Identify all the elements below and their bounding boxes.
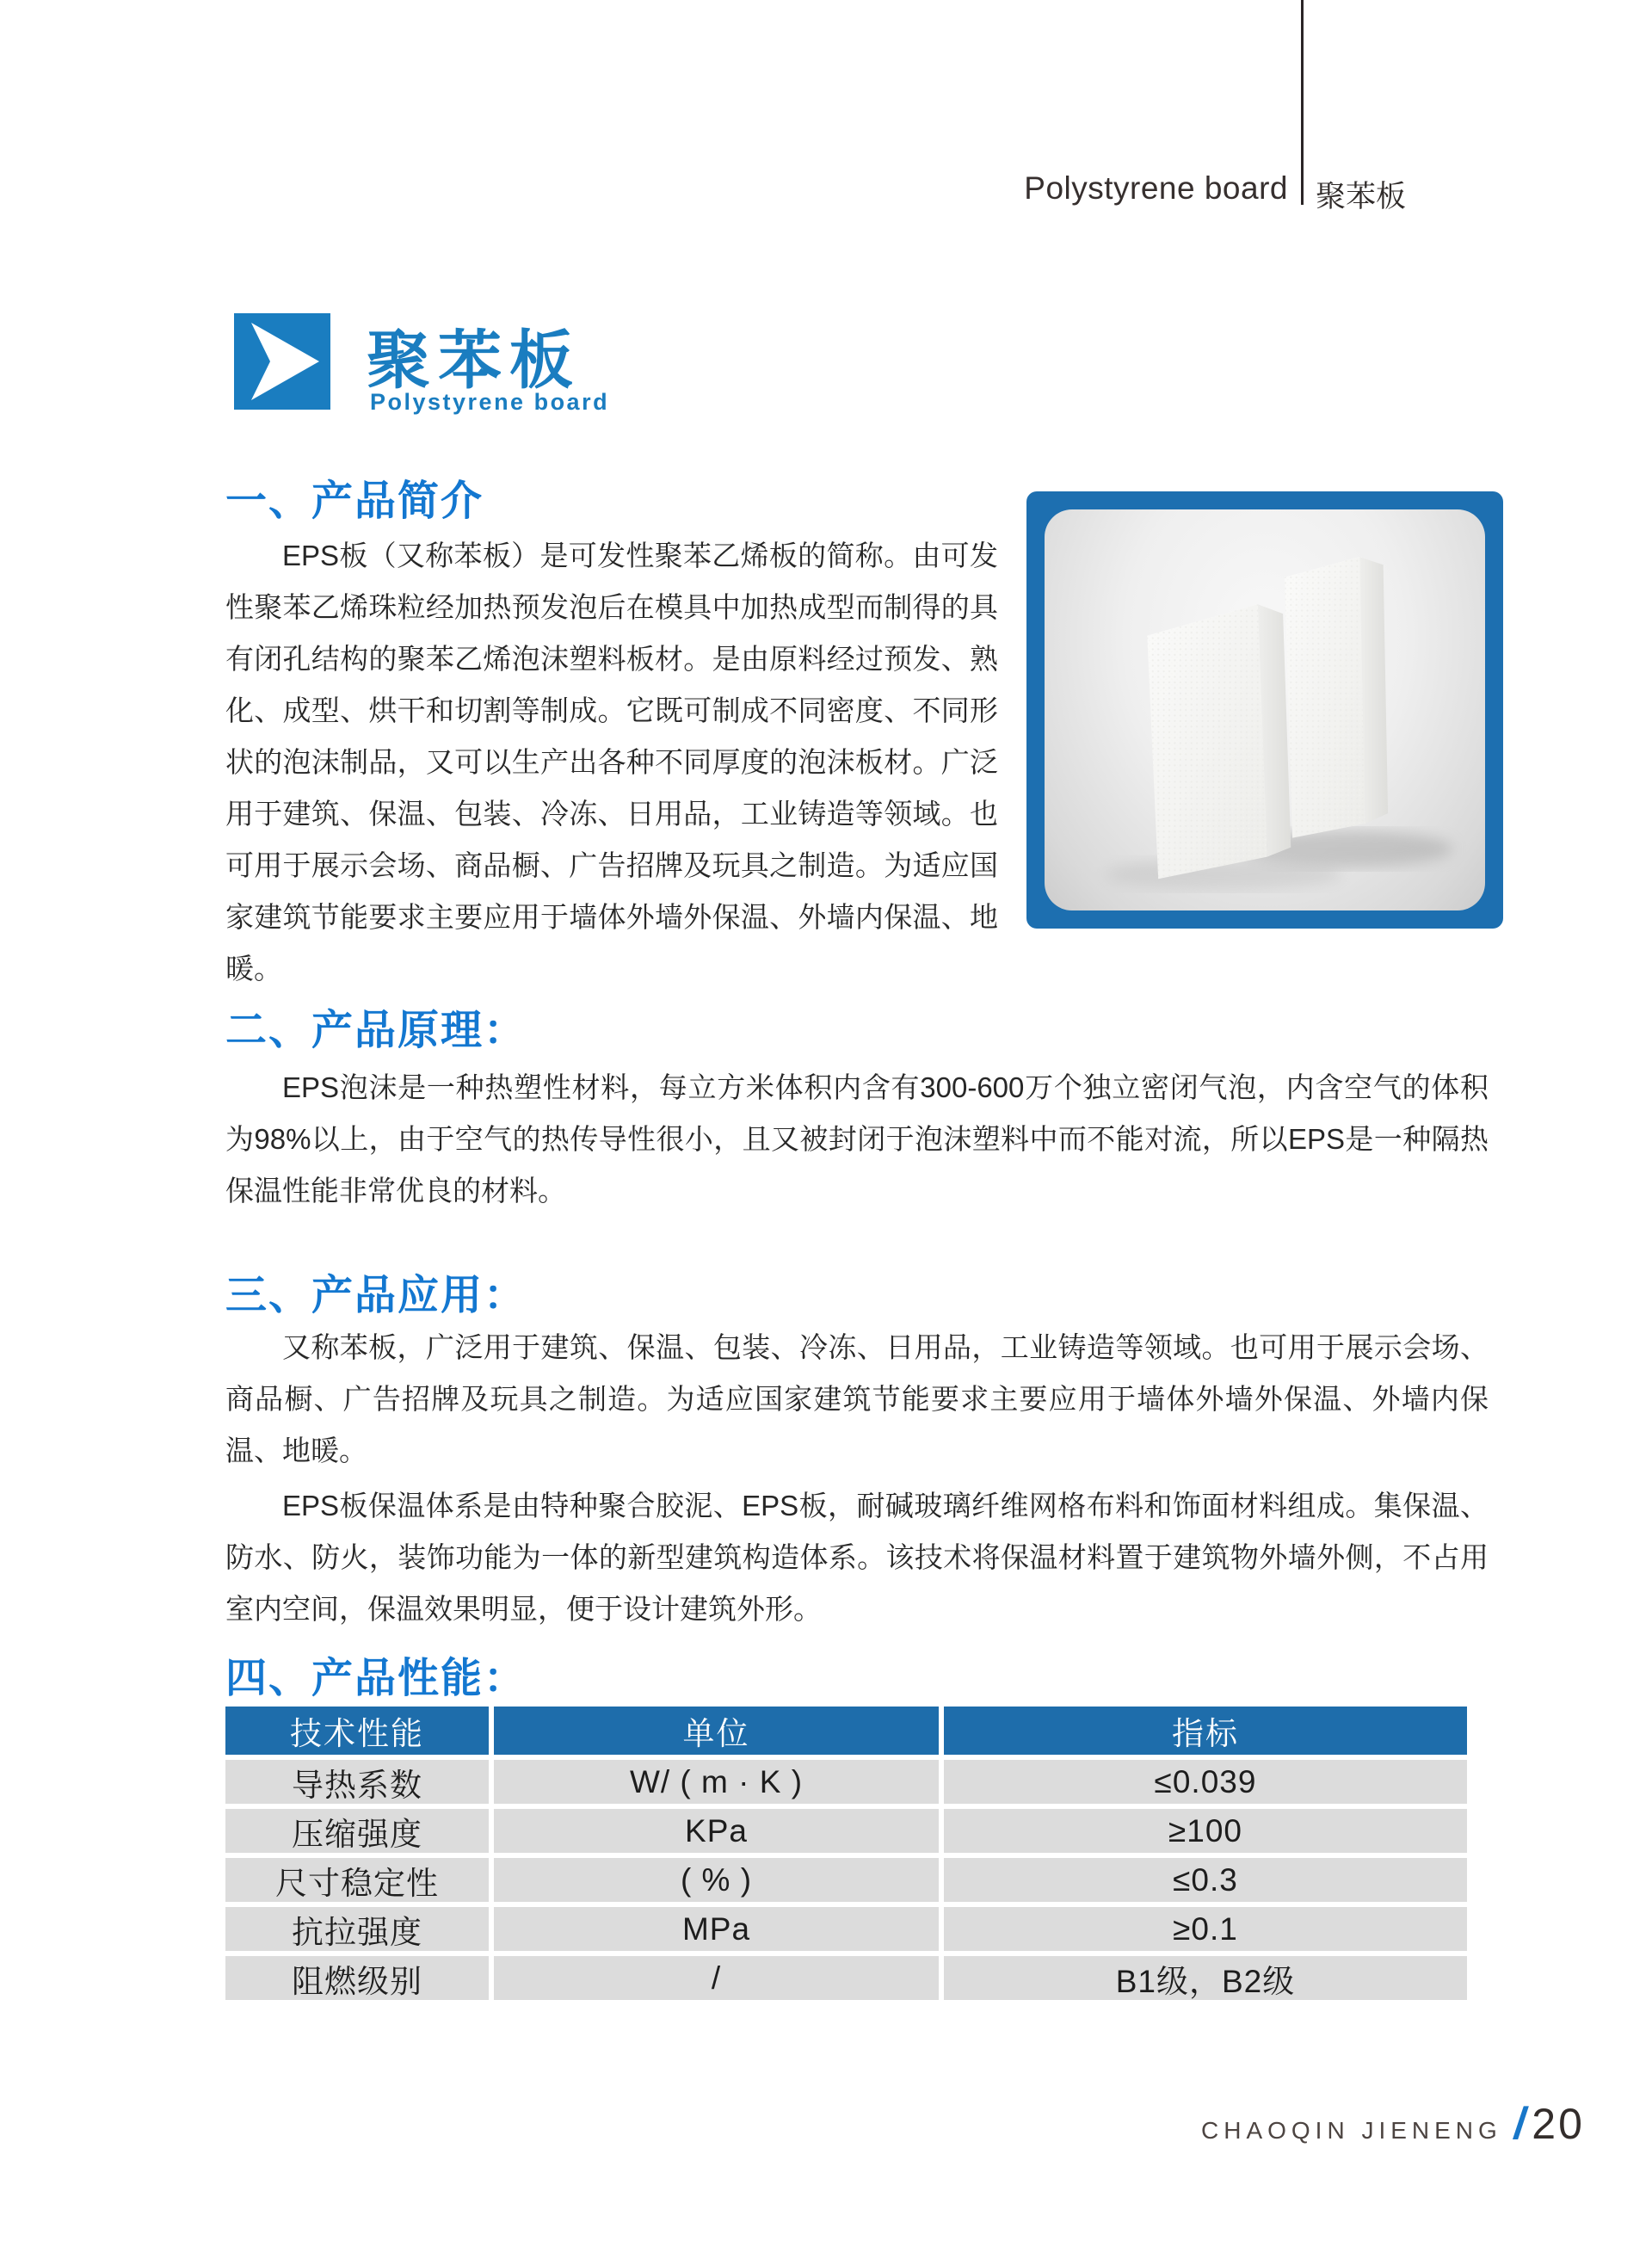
header-title-en: Polystyrene board bbox=[1024, 170, 1288, 206]
table-cell: ≤0.039 bbox=[944, 1760, 1467, 1804]
logo-subtitle: Polystyrene board bbox=[370, 389, 610, 415]
table-cell: 阻燃级别 bbox=[225, 1956, 489, 2000]
application-paragraph-1: 又称苯板，广泛用于建筑、保温、包装、冷冻、日用品，工业铸造等领域。也可用于展示会场、商品橱、广告招牌及玩具之制造。为适应国家建筑节能要求主要应用于墙体外墙外保温、外墙内保温、地暖。 bbox=[225, 1331, 1489, 1466]
product-photo bbox=[1045, 509, 1485, 910]
product-photo-frame bbox=[1026, 491, 1503, 929]
footer-slash: / bbox=[1510, 2099, 1531, 2149]
footer-page-number: 20 bbox=[1532, 2100, 1585, 2148]
table-cell: / bbox=[494, 1956, 939, 2000]
application-paragraph-2: EPS板保温体系是由特种聚合胶泥、EPS板，耐碱玻璃纤维网格布料和饰面材料组成。集保温、防水、防火，装饰功能为一体的新型建筑构造体系。该技术将保温材料置于建筑物外墙外侧，不占用室内空间，保温效果明显，便于设计建筑外形。 bbox=[225, 1490, 1489, 1625]
table-header-index: 指标 bbox=[944, 1707, 1467, 1755]
table-cell: ≥0.1 bbox=[944, 1907, 1467, 1951]
page-footer bbox=[1201, 2098, 1585, 2150]
principle-paragraph: EPS泡沫是一种热塑性材料，每立方米体积内含有300-600万个独立密闭气泡，内含空气的体积为98%以上，由于空气的热传导性很小，且又被封闭于泡沫塑料中而不能对流，所以EPS是一种隔热保温性能非常优良的材料。 bbox=[225, 1071, 1489, 1207]
arrow-right-icon bbox=[239, 318, 325, 404]
table-cell: ≤0.3 bbox=[944, 1858, 1467, 1902]
section-heading-principle: 二、产品原理： bbox=[225, 1008, 527, 1053]
header-divider-line bbox=[1301, 0, 1304, 205]
table-header-property: 技术性能 bbox=[225, 1707, 489, 1755]
foam-boards-image bbox=[1045, 509, 1485, 910]
logo-mark bbox=[234, 313, 330, 410]
table-cell: W/ ( m · K ) bbox=[494, 1760, 939, 1804]
table-cell: KPa bbox=[494, 1809, 939, 1853]
section-heading-performance: 四、产品性能： bbox=[225, 1656, 527, 1701]
header-title-zh: 聚苯板 bbox=[1316, 180, 1407, 213]
section-heading-intro: 一、产品简介 bbox=[225, 478, 484, 524]
footer-company: CHAOQIN JIENENG bbox=[1201, 2117, 1502, 2144]
table-cell: MPa bbox=[494, 1907, 939, 1951]
section-heading-application: 三、产品应用： bbox=[225, 1273, 527, 1318]
table-cell: ( % ) bbox=[494, 1858, 939, 1902]
application-text bbox=[225, 1322, 1489, 1635]
intro-text bbox=[225, 530, 998, 995]
table-cell: 抗拉强度 bbox=[225, 1907, 489, 1951]
table-cell: 尺寸稳定性 bbox=[225, 1858, 489, 1902]
table-cell: 导热系数 bbox=[225, 1760, 489, 1804]
performance-table bbox=[225, 1707, 1467, 2000]
table-cell: ≥100 bbox=[944, 1809, 1467, 1853]
table-cell: B1级，B2级 bbox=[944, 1956, 1467, 2000]
table-cell: 压缩强度 bbox=[225, 1809, 489, 1853]
table-header-unit: 单位 bbox=[494, 1707, 939, 1755]
principle-text bbox=[225, 1062, 1489, 1217]
logo-title: 聚苯板 bbox=[367, 324, 581, 396]
intro-paragraph: EPS板（又称苯板）是可发性聚苯乙烯板的简称。由可发性聚苯乙烯珠粒经加热预发泡后在模具中加热成型而制得的具有闭孔结构的聚苯乙烯泡沫塑料板材。是由原料经过预发、熟化、成型、烘干和切割等制成。它既可制成不同密度、不同形状的泡沫制品，又可以生产出各种不同厚度的泡沫板材。广泛用于建筑、保温、包装、冷冻、日用品，工业铸造等领域。也可用于展示会场、商品橱、广告招牌及玩具之制造。为适应国家建筑节能要求主要应用于墙体外墙外保温、外墙内保温、地暖。 bbox=[225, 540, 998, 984]
